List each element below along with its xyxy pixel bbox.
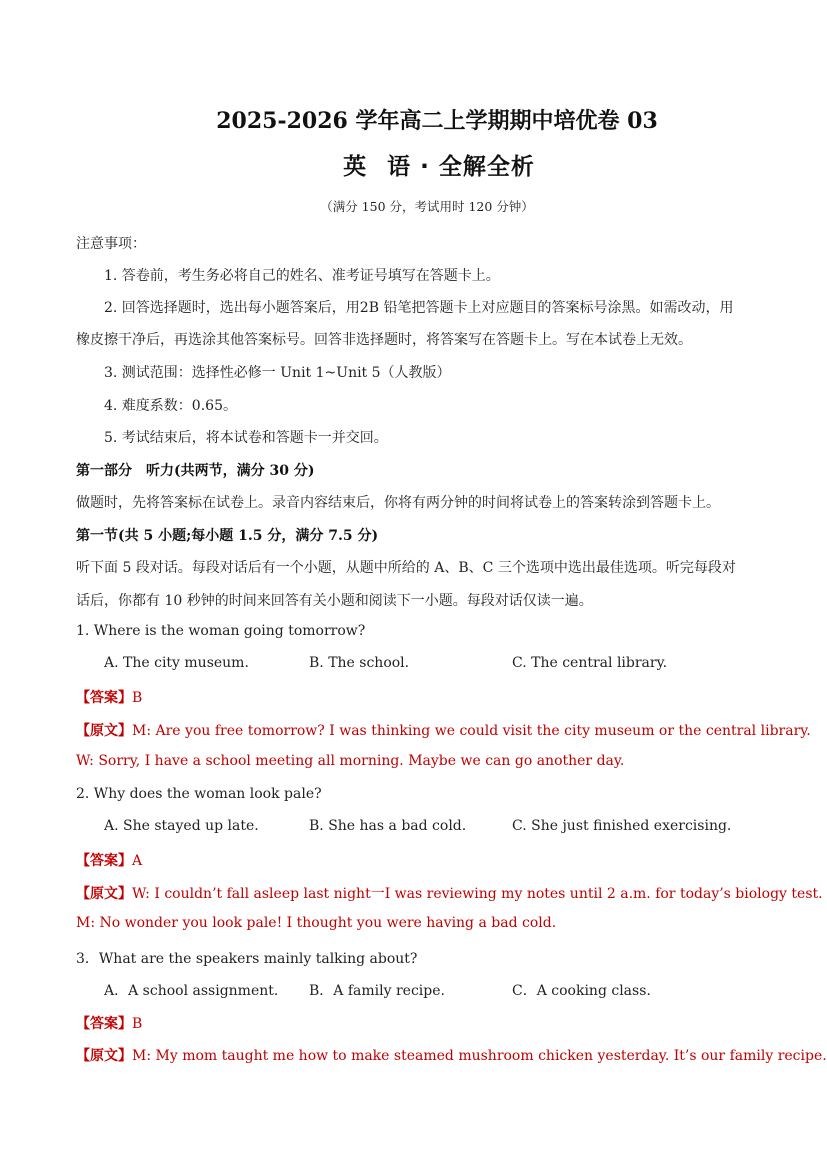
section1-instruction-2: 话后，你都有 10 秒钟的时间来回答有关小题和阅读下一小题。每段对话仅读一遍。 bbox=[76, 593, 593, 609]
question-1-transcript-cont: W: Sorry, I have a school meeting all morning. Maybe we can go another day. bbox=[76, 753, 625, 769]
section1-instruction-1: 听下面 5 段对话。每段对话后有一个小题，从题中所给的 A、B、C 三个选项中选出最佳选项。听完每段对 bbox=[76, 560, 736, 576]
score-info: （满分 150 分，考试用时 120 分钟） bbox=[320, 199, 534, 214]
section1-heading: 第一节(共 5 小题;每小题 1.5 分，满分 7.5 分) bbox=[76, 528, 379, 544]
transcript-text: M: My mom taught me how to make steamed mushroom chicken yesterday. It’s our family recipe. bbox=[132, 1048, 827, 1064]
transcript-label: 【原文】 bbox=[76, 1048, 132, 1064]
question-2-answer bbox=[76, 850, 142, 870]
question-3-option-a: A．A school assignment. bbox=[104, 983, 279, 999]
question-2-option-c: C. She just finished exercising. bbox=[512, 818, 732, 834]
answer-label: 【答案】 bbox=[76, 1016, 132, 1032]
question-2-transcript-cont: M: No wonder you look pale! I thought you were having a bad cold. bbox=[76, 915, 557, 931]
question-3-answer bbox=[76, 1013, 142, 1033]
question-1-option-c: C. The central library. bbox=[512, 655, 668, 671]
transcript-text: W: I couldn’t fall asleep last night一I was reviewing my notes until 2 a.m. for today’s biology test. bbox=[132, 886, 823, 902]
note-item-3: 3. 测试范围：选择性必修一 Unit 1~Unit 5（人教版） bbox=[104, 365, 451, 381]
note-item-5: 5. 考试结束后，将本试卷和答题卡一并交回。 bbox=[104, 430, 388, 446]
subject-part-2: 语 · 全解全析 bbox=[387, 154, 535, 180]
question-1-option-b: B. The school. bbox=[309, 655, 410, 671]
part1-instruction: 做题时，先将答案标在试卷上。录音内容结束后，你将有两分钟的时间将试卷上的答案转涂到答题卡上。 bbox=[76, 495, 720, 511]
exam-subject bbox=[0, 148, 827, 181]
question-1-stem: 1. Where is the woman going tomorrow? bbox=[76, 623, 366, 639]
transcript-label: 【原文】 bbox=[76, 886, 132, 902]
question-3-option-c: C．A cooking class. bbox=[512, 983, 651, 999]
question-2-transcript bbox=[76, 883, 823, 903]
question-1-option-a: A. The city museum. bbox=[104, 655, 249, 671]
answer-label: 【答案】 bbox=[76, 690, 132, 706]
question-3-transcript bbox=[76, 1045, 827, 1065]
part1-heading: 第一部分 听力(共两节，满分 30 分) bbox=[76, 463, 315, 479]
transcript-label: 【原文】 bbox=[76, 723, 132, 739]
exam-title: 2025-2026 学年高二上学期期中培优卷 03 bbox=[216, 108, 658, 134]
answer-value: A bbox=[132, 853, 143, 869]
question-2-stem: 2. Why does the woman look pale? bbox=[76, 786, 322, 802]
question-1-answer bbox=[76, 687, 142, 707]
answer-value: B bbox=[132, 1016, 143, 1032]
subject-part-1: 英 bbox=[343, 154, 368, 180]
answer-value: B bbox=[132, 690, 143, 706]
answer-label: 【答案】 bbox=[76, 853, 132, 869]
note-item-1: 1. 答卷前，考生务必将自己的姓名、准考证号填写在答题卡上。 bbox=[104, 268, 500, 284]
question-1-transcript bbox=[76, 720, 811, 740]
notes-heading: 注意事项： bbox=[76, 236, 146, 252]
question-2-option-a: A. She stayed up late. bbox=[104, 818, 259, 834]
transcript-text: M: Are you free tomorrow? I was thinking we could visit the city museum or the central library. bbox=[132, 723, 811, 739]
note-item-2-cont: 橡皮擦干净后，再选涂其他答案标号。回答非选择题时，将答案写在答题卡上。写在本试卷上无效。 bbox=[76, 332, 692, 348]
question-3-stem: 3．What are the speakers mainly talking about? bbox=[76, 951, 418, 967]
question-3-option-b: B．A family recipe. bbox=[309, 983, 445, 999]
note-item-4: 4. 难度系数：0.65。 bbox=[104, 398, 237, 414]
question-2-option-b: B. She has a bad cold. bbox=[309, 818, 467, 834]
note-item-2: 2. 回答选择题时，选出每小题答案后，用2B 铅笔把答题卡上对应题目的答案标号涂黑。如需改动，用 bbox=[104, 300, 734, 316]
